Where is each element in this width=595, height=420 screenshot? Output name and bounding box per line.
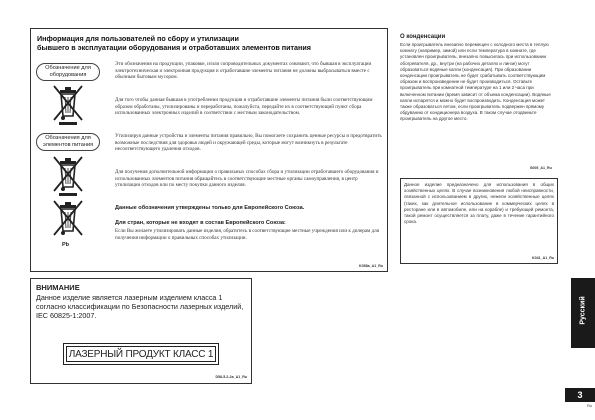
laser-class-label bbox=[63, 343, 219, 365]
disposal-paragraph-2: Для того чтобы данная бывшая в употреблении продукция и отработавшие элементы питания были соответствующим образом обработаны, утилизированы и переработаны, пожалуйста, передайте их в соответствующий пункт сбора использованных электронных изделий в соответствии с местным законодательством. bbox=[115, 97, 373, 117]
laser-class-label-text: ЛАЗЕРНЫЙ ПРОДУКТ КЛАСС 1 bbox=[66, 346, 216, 362]
disposal-title bbox=[37, 34, 377, 52]
disposal-paragraph-5: Если Вы желаете утилизировать данные изделия, обратитесь в соответствующие местные учреждения или к дилерам для получения информации о правильных способах утилизации. bbox=[115, 228, 380, 241]
pb-label: Pb bbox=[62, 242, 70, 248]
crossed-bin-icon bbox=[51, 84, 85, 126]
disposal-title-line2: бывшего в эксплуатации оборудования и отработавших элементов питания bbox=[37, 43, 311, 52]
page-number: 3 bbox=[577, 390, 583, 400]
condensation-body: Если проигрыватель внезапно перемещен с холодного места в теплую комнату (например, зимой) или если температура в комнате, где установлен проигрыватель, внезапно повысилась при использовании обогревателя, др., внутри (на рабочих деталях и линзе) могут образоваться водяные капли (конденсация). При образовании конденсации проигрыватель не будет срабатывать соответствующим образом и воспроизведение не будет производиться. Оставьте проигрыватель при комнатной температуре на 1 или 2 часа при включенном питании (время зависит от объема конденсации). Водяные капли испарятся и можно будет воспроизводить. Конденсация может также образоваться летом, если проигрыватель подвержен прямому обдуванию от кондиционера воздуха. В таком случае отодвиньте проигрыватель на другое место. bbox=[400, 42, 551, 122]
laser-warning-box bbox=[30, 278, 252, 384]
language-tab bbox=[571, 278, 595, 348]
condensation-title: О конденсации bbox=[400, 34, 446, 40]
warning-body: Данное изделие является лазерным изделием класса 1 согласно классификации по Безопасности лазерных изделий, IEC 60825-1:2007. bbox=[36, 293, 244, 320]
page-language: Ru bbox=[587, 404, 592, 408]
disposal-paragraph-4: Для получения дополнительной информации о правильных способах сбора и утилизации отработавшего оборудования и использованных элементов питания обращайтесь в соответствующие местные органы самоуправления, в центр утилизации отходов или по месту покупки данного изделия. bbox=[115, 169, 379, 189]
household-use-note-text: Данное изделие предназначено для использования в общих хозяйственных целях. В случае возникновения любой неисправности, связанной с использованием в других, нежели хозяйственные целях (таких, как длительное использование в коммерческих целях в ресторане или в автомобиле, или на корабле) и требующей ремонта, такой ремонт осуществляется за плату, даже в течение гарантийного срока. bbox=[404, 182, 554, 225]
disposal-non-eu-heading: Для стран, которые не входят в состав Европейского Союза: bbox=[115, 220, 286, 226]
disposal-info-box bbox=[30, 28, 388, 272]
disposal-title-line1: Информация для пользователей по сбору и утилизации bbox=[37, 34, 239, 43]
battery-symbol-label: Обозначения для элементов питания bbox=[36, 133, 100, 151]
disposal-eu-note: Данные обозначения утверждены только для Европейского Союза. bbox=[115, 205, 305, 211]
page-number-badge bbox=[565, 388, 595, 402]
language-tab-label: Русский bbox=[579, 296, 587, 325]
crossed-bin-battery-icon bbox=[51, 155, 85, 243]
disposal-paragraph-1: Эти обозначения на продукции, упаковке, и/или сопроводительных документах означают, что бывшая в эксплуатации электротехническая и электронная продукция и отработавшие элементы питания не должны выбрасываться вместе с обычным бытовым мусором. bbox=[115, 61, 372, 81]
warning-code: D58-5-2-2a_A1_Ru bbox=[215, 375, 247, 379]
disposal-code: K058a_A1_Ru bbox=[359, 264, 383, 268]
disposal-paragraph-3: Утилизируя данные устройства и элементы питания правильно, Вы помогаете сохранить ценные ресурсы и предотвратить возможные последствия для здоровья людей и окружающей среды, которые могут возникнуть в результате несоответствующего удаления отходов. bbox=[115, 133, 382, 153]
warning-title: ВНИМАНИЕ bbox=[36, 283, 80, 292]
household-note-code: K041_A1_Ru bbox=[532, 256, 554, 260]
condensation-code: S005_A1_Ru bbox=[530, 166, 552, 170]
household-use-note-box bbox=[400, 178, 558, 264]
equipment-symbol-label: Обозначение для оборудования bbox=[36, 63, 100, 81]
